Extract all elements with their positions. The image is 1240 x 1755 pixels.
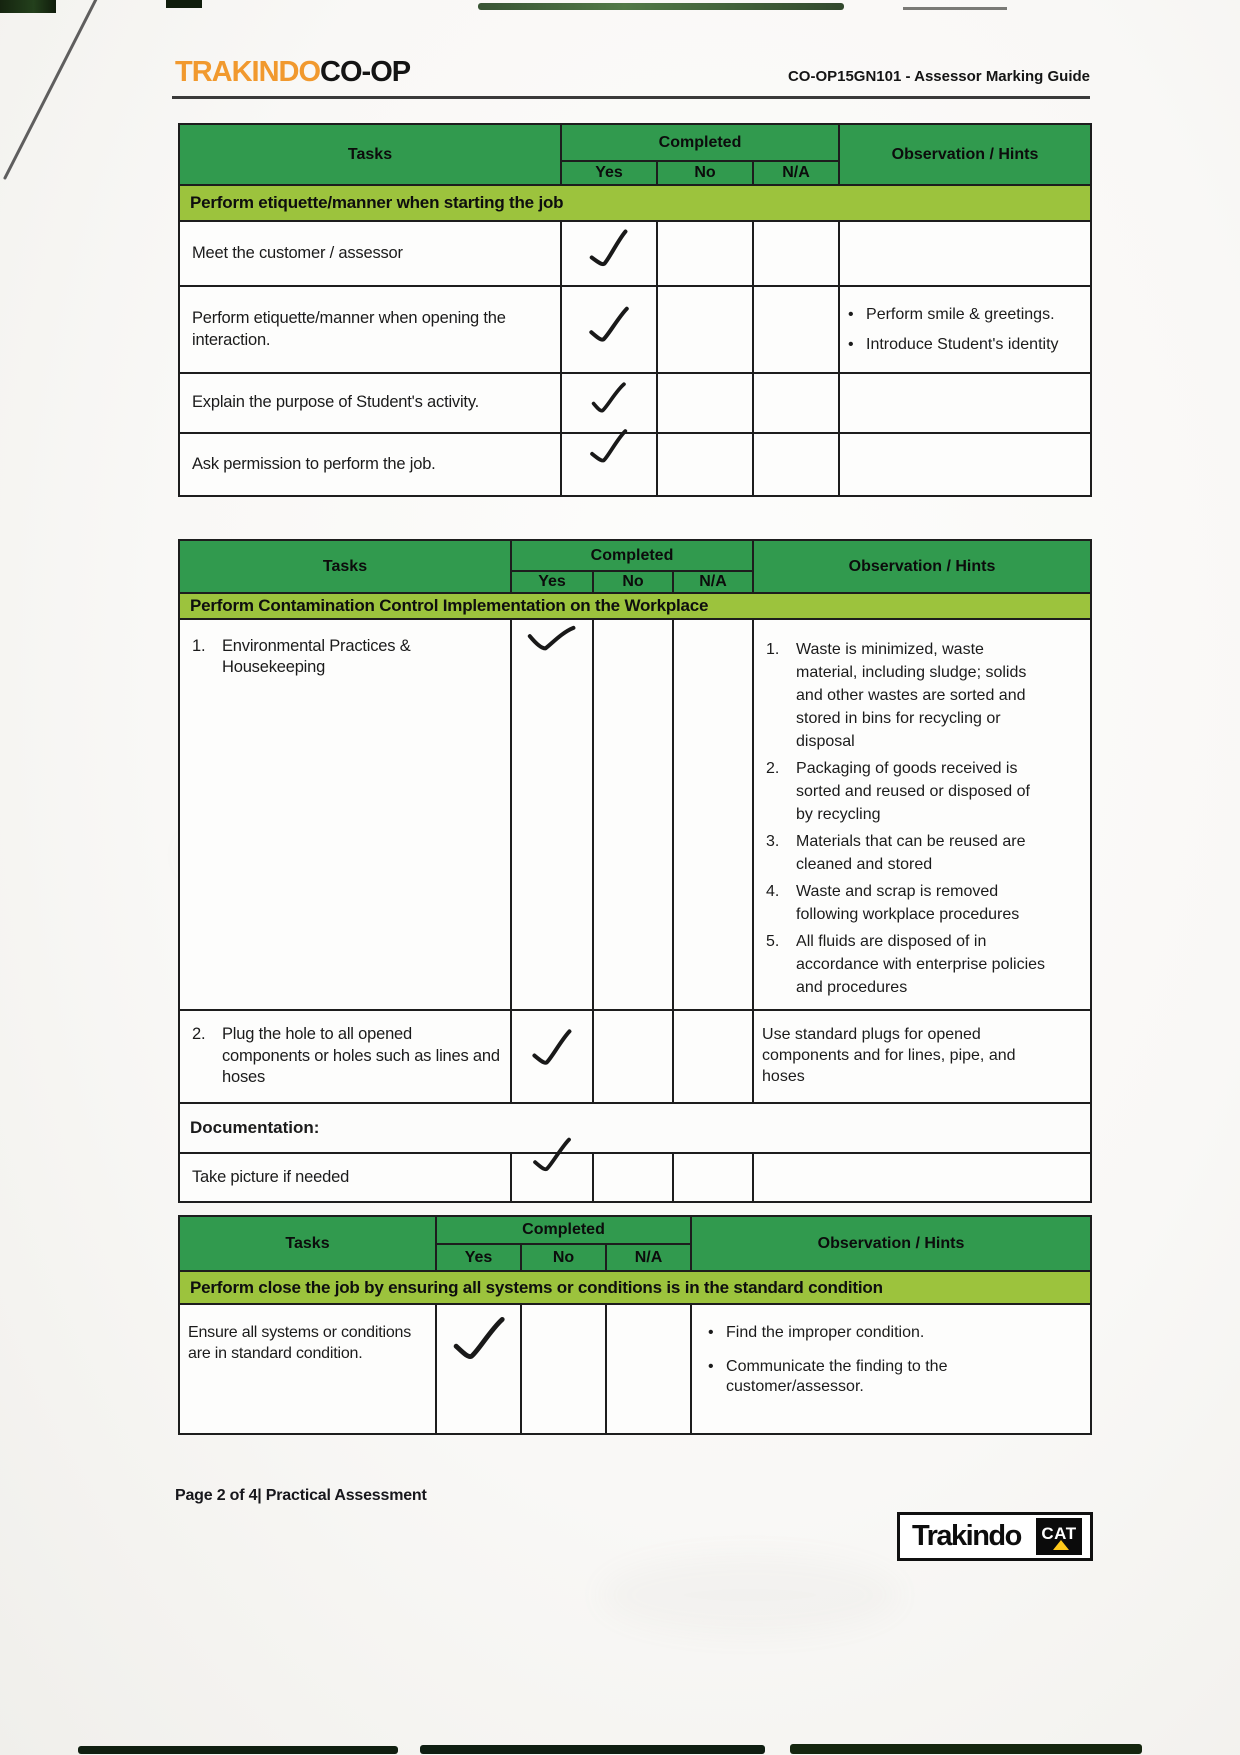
no-cell	[657, 433, 753, 496]
yes-cell	[511, 1153, 593, 1202]
observation-item: 3. Materials that can be reused are cleaned and stored	[766, 833, 1026, 873]
checkmark-icon	[525, 625, 578, 654]
na-cell	[753, 221, 839, 286]
scan-artifact-bottom-strip-3	[790, 1744, 1142, 1754]
tasks-column-header: Tasks	[179, 1216, 436, 1271]
na-cell	[753, 373, 839, 433]
no-cell	[593, 1010, 673, 1103]
section-header: Perform close the job by ensuring all systems or conditions is in the standard condition	[179, 1271, 1091, 1304]
page-header	[175, 58, 1090, 87]
trakindo-cat-stamp	[897, 1512, 1093, 1561]
scan-scratch-line	[3, 0, 98, 180]
table-row	[179, 221, 1091, 286]
yes-cell	[511, 1010, 593, 1103]
assessment-table-2	[178, 539, 1092, 1203]
na-cell	[606, 1304, 691, 1434]
observation-cell	[839, 433, 1091, 496]
task-number: 2.	[192, 1025, 206, 1044]
checkmark-icon	[529, 1136, 576, 1177]
na-cell	[673, 619, 753, 1010]
cat-logo-text: CAT	[1041, 1524, 1077, 1543]
checkmark-icon	[585, 305, 634, 348]
na-cell	[753, 286, 839, 373]
observation-cell	[753, 619, 1091, 1010]
yes-column-header: Yes	[561, 161, 657, 185]
yes-cell	[561, 221, 657, 286]
yes-cell	[561, 373, 657, 433]
table-row	[179, 433, 1091, 496]
observation-column-header: Observation / Hints	[691, 1216, 1091, 1271]
observation-bullet: • Find the improper condition.	[708, 1323, 960, 1343]
completed-column-header: Completed	[561, 124, 839, 161]
task-cell: Ensure all systems or conditions are in standard condition.	[179, 1304, 436, 1434]
checkmark-icon	[527, 1028, 576, 1072]
scan-artifact-bottom-strip-2	[420, 1745, 765, 1754]
observation-item: 1. Waste is minimized, waste material, including sludge; solids and other wastes are sorted and stored in bins for recycling or disposal	[766, 641, 1027, 750]
assessment-table-3	[178, 1215, 1092, 1435]
yes-cell	[511, 619, 593, 1010]
table-row	[179, 286, 1091, 373]
observation-item: 5. All fluids are disposed of in accordance with enterprise policies and procedures	[766, 933, 1046, 996]
observation-cell: Use standard plugs for opened components and for lines, pipe, and hoses	[753, 1010, 1091, 1103]
yes-column-header: Yes	[511, 571, 593, 593]
completed-column-header: Completed	[436, 1216, 691, 1244]
brand-trakindo-text: TRAKINDO	[175, 56, 321, 88]
table-row	[179, 1103, 1091, 1153]
documentation-subsection: Documentation:	[179, 1103, 1091, 1153]
yes-cell	[436, 1304, 521, 1434]
na-cell	[753, 433, 839, 496]
section-header: Perform etiquette/manner when starting the job	[179, 185, 1091, 221]
scan-artifact-top-left	[0, 0, 56, 13]
checkmark-icon	[585, 429, 633, 472]
task-cell: Take picture if needed	[179, 1153, 511, 1202]
observation-column-header: Observation / Hints	[753, 540, 1091, 593]
tasks-column-header: Tasks	[179, 124, 561, 185]
checkmark-icon	[449, 1316, 507, 1368]
task-cell: Ask permission to perform the job.	[179, 433, 561, 496]
observation-bullet: • Perform smile & greetings.	[848, 305, 1082, 325]
trakindo-coop-logo	[175, 58, 410, 87]
task-cell: 1. Environmental Practices & Housekeeping	[179, 619, 511, 1010]
observation-cell	[691, 1304, 1091, 1434]
tasks-column-header: Tasks	[179, 540, 511, 593]
task-cell: Explain the purpose of Student's activity.	[179, 373, 561, 433]
task-number: 1.	[192, 637, 206, 655]
cat-logo	[1036, 1518, 1082, 1555]
scan-artifact-top-line	[903, 7, 1007, 10]
cat-triangle-icon	[1053, 1540, 1069, 1550]
table-row	[179, 373, 1091, 433]
table-row	[179, 1304, 1091, 1434]
table-row	[179, 1010, 1091, 1103]
no-cell	[657, 373, 753, 433]
table-row	[179, 1153, 1091, 1202]
header-rule	[172, 96, 1090, 99]
na-cell	[673, 1153, 753, 1202]
observation-item: 4. Waste and scrap is removed following workplace procedures	[766, 883, 1020, 923]
task-cell: Meet the customer / assessor	[179, 221, 561, 286]
assessment-table-1	[178, 123, 1092, 497]
observation-cell	[839, 373, 1091, 433]
observation-column-header: Observation / Hints	[839, 124, 1091, 185]
na-column-header: N/A	[673, 571, 753, 593]
no-column-header: No	[593, 571, 673, 593]
yes-column-header: Yes	[436, 1244, 521, 1271]
observation-cell	[839, 221, 1091, 286]
observation-cell	[839, 286, 1091, 373]
completed-column-header: Completed	[511, 540, 753, 571]
stamp-trakindo-text: Trakindo	[912, 1520, 1021, 1552]
checkmark-icon	[587, 382, 630, 420]
na-cell	[673, 1010, 753, 1103]
checkmark-icon	[583, 228, 634, 274]
task-cell: Perform etiquette/manner when opening the interaction.	[179, 286, 561, 373]
page-footer-label: Page 2 of 4| Practical Assessment	[175, 1487, 427, 1504]
na-column-header: N/A	[753, 161, 839, 185]
na-column-header: N/A	[606, 1244, 691, 1271]
no-cell	[657, 221, 753, 286]
scan-artifact-bottom-strip-1	[78, 1746, 398, 1754]
no-column-header: No	[521, 1244, 606, 1271]
brand-coop-text: CO-OP	[320, 56, 411, 88]
no-cell	[593, 619, 673, 1010]
observation-bullet: • Communicate the finding to the customer/assessor.	[708, 1357, 960, 1397]
no-column-header: No	[657, 161, 753, 185]
document-code: CO-OP15GN101 - Assessor Marking Guide	[787, 68, 1090, 85]
no-cell	[521, 1304, 606, 1434]
section-header: Perform Contamination Control Implementation on the Workplace	[179, 593, 1091, 619]
task-cell: 2. Plug the hole to all opened components or holes such as lines and hoses	[179, 1010, 511, 1103]
scan-artifact-top	[166, 0, 202, 8]
observation-bullet: • Introduce Student's identity	[848, 335, 1082, 355]
no-cell	[593, 1153, 673, 1202]
table-row	[179, 619, 1091, 1010]
observation-item: 2. Packaging of goods received is sorted and reused or disposed of by recycling	[766, 760, 1030, 823]
observation-cell	[753, 1153, 1091, 1202]
scan-shadow-blob	[600, 1555, 900, 1635]
no-cell	[657, 286, 753, 373]
scan-artifact-top-strip	[478, 3, 844, 10]
yes-cell	[561, 286, 657, 373]
yes-cell	[561, 433, 657, 496]
